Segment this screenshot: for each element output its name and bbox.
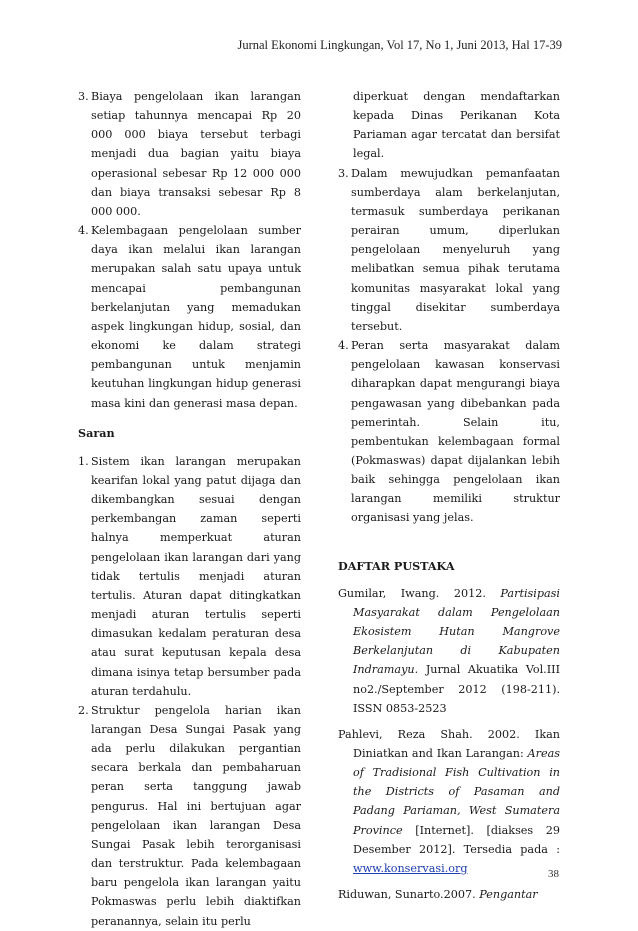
reference-title: Areas of Tradisional Fish Cultivation in the Districts of Pasaman and Padang Pariaman, West Sumatera Province <box>353 747 561 837</box>
reference-entry <box>338 725 560 878</box>
reference-author: Pahlevi, Reza Shah. 2002. Ikan Diniatkan and Ikan Larangan: <box>338 727 560 760</box>
item-number: 1. <box>78 454 89 468</box>
right-column <box>338 87 560 911</box>
section-heading-daftar-pustaka: DAFTAR PUSTAKA <box>338 558 455 573</box>
item-text: Kelembagaan pengelolaan sumber daya ikan melalui ikan larangan merupakan salah satu upaya untuk mencapai pembangunan berkelanjutan yang memadukan aspek lingkungan hidup, sosial, dan ekonomi ke dalam strategi pembangunan untuk menjamin keutuhan lingkungan hidup generasi masa kini dan generasi masa depan. <box>91 224 301 410</box>
item-text: Peran serta masyarakat dalam pengelolaan kawasan konservasi diharapkan dapat mengurangi biaya pengawasan yang dibebankan pada pemerintah. Selain itu, pembentukan kelembagaan formal (Pokmaswas) dapat dijalankan lebih baik sehingga pengelolaan ikan larangan memiliki struktur organisasi yang jelas. <box>351 339 560 525</box>
reference-author: Riduwan, Sunarto.2007. <box>338 888 476 902</box>
reference-author: Gumilar, Iwang. 2012. <box>338 586 486 600</box>
reference-details: Jurnal Akuatika Vol.III no2./September 2012 (198-211). ISSN 0853-2523 <box>353 663 560 715</box>
running-header: Jurnal Ekonomi Lingkungan, Vol 17, No 1, Juni 2013, Hal 17-39 <box>237 38 562 52</box>
conclusion-item-3 <box>78 87 301 221</box>
item-text: Struktur pengelola harian ikan larangan Desa Sungai Pasak yang ada perlu dilakukan pergantian secara berkala dan pembaharuan peran serta tanggung jawab pengurus. Hal ini bertujuan agar pengelolaan ikan larangan Desa Sungai Pasak lebih terorganisasi dan terstruktur. Pada kelembagaan baru pengelola ikan larangan yaitu Pokmaswas perlu lebih diaktifkan peranannya, selain itu perlu <box>91 703 301 928</box>
item-text: Dalam mewujudkan pemanfaatan sumberdaya alam berkelanjutan, termasuk sumberdaya perikanan perairan umum, diperlukan pengelolaan menyeluruh yang melibatkan semua pihak terutama komunitas masyarakat lokal yang tinggal disekitar sumberdaya tersebut. <box>351 166 560 333</box>
reference-details: [Internet]. [diakses 29 Desember 2012]. Tersedia pada : <box>353 823 561 856</box>
reference-entry <box>338 584 560 718</box>
section-heading-saran: Saran <box>78 425 115 440</box>
reference-title: Pengantar <box>479 888 538 902</box>
item-number: 3. <box>78 90 89 103</box>
reference-entry <box>338 885 560 904</box>
item-number: 3. <box>338 166 349 180</box>
page-number: 38 <box>548 868 559 880</box>
reference-title: Partisipasi Masyarakat dalam Pengelolaan Ekosistem Hutan Mangrove Berkelanjutan di Kabupaten Indramayu. <box>353 586 560 677</box>
item-number: 4. <box>78 224 89 238</box>
saran-item-2 <box>78 701 301 931</box>
saran-item-1 <box>78 452 301 701</box>
item-text: diperkuat dengan mendaftarkan kepada Dinas Perikanan Kota Pariaman agar tercatat dan bersifat legal. <box>353 90 560 161</box>
left-column <box>78 87 301 931</box>
item-text: Sistem ikan larangan merupakan kearifan lokal yang patut dijaga dan dikembangkan sesuai dengan perkembangan zaman seperti halnya memperkuat aturan pengelolaan ikan larangan dari yang tidak tertulis menjadi aturan tertulis. Aturan dapat ditingkatkan menjadi aturan tertulis seperti dimasukan kedalam peraturan desa atau surat keputusan kepala desa dimana isinya tetap bersumber pada aturan terdahulu. <box>91 454 301 698</box>
saran-item-4 <box>338 336 560 528</box>
reference-link[interactable]: www.konservasi.org <box>353 861 468 875</box>
conclusion-item-4 <box>78 221 301 413</box>
item-text: Biaya pengelolaan ikan larangan setiap tahunnya mencapai Rp 20 000 000 biaya tersebut terbagi menjadi dua bagian yaitu biaya operasional sebesar Rp 12 000 000 dan biaya transaksi sebesar Rp 8 000 000. <box>91 90 301 218</box>
item-number: 2. <box>78 703 89 717</box>
saran-item-2-continuation <box>338 87 560 164</box>
saran-item-3 <box>338 164 560 336</box>
item-number: 4. <box>338 339 349 353</box>
